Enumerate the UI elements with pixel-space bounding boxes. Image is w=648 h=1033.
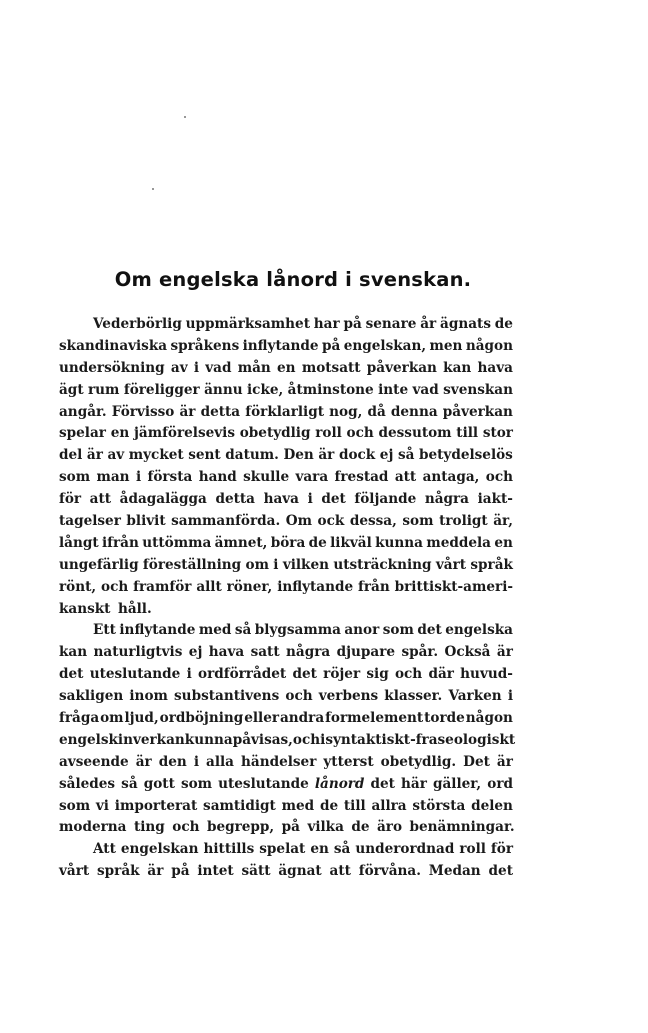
word: där bbox=[428, 666, 454, 683]
word: hava bbox=[208, 644, 245, 661]
word: intet bbox=[197, 863, 234, 880]
word: andra bbox=[279, 710, 325, 727]
word: troligt bbox=[439, 513, 488, 530]
word: sakligen bbox=[59, 688, 124, 705]
word: inflytande bbox=[242, 337, 319, 354]
text-line bbox=[59, 817, 513, 839]
word: en bbox=[110, 425, 130, 442]
word: blygsamma bbox=[254, 622, 341, 639]
text-line bbox=[59, 423, 513, 445]
text-line bbox=[59, 839, 513, 861]
word: detta bbox=[200, 403, 241, 420]
word: och bbox=[172, 819, 200, 836]
word: ljud, bbox=[124, 710, 159, 727]
word: undersökning bbox=[59, 359, 165, 376]
word: Ett bbox=[93, 622, 116, 639]
word: likväl bbox=[330, 534, 372, 551]
text-line bbox=[59, 599, 513, 621]
text-line bbox=[59, 774, 513, 796]
word: allra bbox=[371, 797, 407, 814]
word: benämningar. bbox=[409, 819, 515, 836]
text-line bbox=[59, 445, 513, 467]
word: blivit bbox=[126, 513, 166, 530]
text-line bbox=[59, 467, 513, 489]
word: vårt bbox=[59, 863, 90, 880]
word: de bbox=[319, 797, 339, 814]
word: för bbox=[490, 841, 513, 858]
word: denna bbox=[390, 403, 438, 420]
word: i bbox=[135, 469, 142, 486]
word: ock bbox=[317, 513, 345, 530]
text-line bbox=[59, 708, 513, 730]
text-line bbox=[59, 752, 513, 774]
word: ordböjning bbox=[159, 710, 244, 727]
word: av bbox=[170, 359, 188, 376]
word: formelement bbox=[325, 710, 424, 727]
word: engelskan, bbox=[343, 337, 427, 354]
text-line bbox=[59, 555, 513, 577]
word: föreställning bbox=[142, 556, 242, 573]
word: lånord bbox=[314, 775, 365, 792]
word: spelat bbox=[259, 841, 306, 858]
word: fråga bbox=[59, 710, 100, 727]
word: det bbox=[321, 491, 346, 508]
word: en bbox=[277, 359, 296, 376]
word: men bbox=[429, 337, 463, 354]
word: kanskt bbox=[59, 600, 111, 617]
word: datum. bbox=[225, 447, 279, 464]
word: alla bbox=[206, 753, 234, 770]
word: sammanförda. bbox=[171, 513, 281, 530]
word: första bbox=[147, 469, 193, 486]
word: röjer bbox=[323, 666, 361, 683]
word: vara bbox=[295, 469, 329, 486]
word: rönt, bbox=[59, 578, 97, 595]
word: håll. bbox=[117, 600, 152, 617]
word: syntaktiskt-fraseologiskt bbox=[325, 731, 516, 748]
word: nog, bbox=[329, 403, 363, 420]
word: vilka bbox=[307, 819, 344, 836]
word: uteslutande bbox=[218, 775, 309, 792]
word: så bbox=[397, 447, 415, 464]
word: några bbox=[286, 644, 331, 661]
word: utsträckning bbox=[333, 556, 432, 573]
word: från bbox=[358, 578, 390, 595]
word: antaga, bbox=[422, 469, 480, 486]
word: är bbox=[318, 447, 335, 464]
word: påverkan bbox=[366, 359, 437, 376]
word: betydelselös bbox=[419, 447, 513, 464]
word: i bbox=[307, 491, 313, 508]
word: framför bbox=[133, 578, 192, 595]
word: meddela bbox=[426, 534, 491, 551]
word: och bbox=[101, 578, 129, 595]
word: är bbox=[496, 753, 513, 770]
word: ägnat bbox=[278, 863, 322, 880]
text-line bbox=[59, 577, 513, 599]
word: engelskan bbox=[120, 841, 199, 858]
text-line bbox=[59, 730, 516, 752]
word: långt bbox=[59, 534, 99, 551]
word: i bbox=[186, 666, 192, 683]
word: spelar bbox=[59, 425, 106, 442]
word: påverkan bbox=[442, 403, 513, 420]
word: Också bbox=[444, 644, 491, 661]
word: Varken bbox=[448, 688, 502, 705]
text-line bbox=[59, 336, 513, 358]
word: för bbox=[59, 491, 82, 508]
word: språk bbox=[97, 863, 140, 880]
word: skandinaviska bbox=[59, 337, 168, 354]
word: och bbox=[485, 469, 513, 486]
word: man bbox=[96, 469, 130, 486]
word: är bbox=[86, 447, 103, 464]
word: verbens bbox=[318, 688, 379, 705]
word: i bbox=[193, 359, 200, 376]
text-line bbox=[59, 314, 513, 336]
print-speck bbox=[184, 116, 186, 118]
word: delen bbox=[471, 797, 513, 814]
word: hittills bbox=[203, 841, 255, 858]
word: om bbox=[245, 556, 269, 573]
word: så bbox=[333, 841, 351, 858]
text-line bbox=[59, 686, 513, 708]
text-line bbox=[59, 511, 513, 533]
word: ännu bbox=[204, 381, 243, 398]
word: de bbox=[494, 316, 513, 332]
word: frestad bbox=[334, 469, 389, 486]
word: språk bbox=[470, 556, 513, 573]
word: mycket bbox=[128, 447, 184, 464]
word: kan bbox=[443, 359, 472, 376]
word: det bbox=[292, 666, 317, 683]
word: kunna bbox=[184, 731, 233, 748]
word: är bbox=[147, 863, 164, 880]
word: avseende bbox=[59, 753, 129, 770]
word: klasser. bbox=[384, 688, 443, 705]
word: ting bbox=[133, 819, 165, 836]
word: vad bbox=[412, 381, 439, 398]
text-line bbox=[59, 796, 513, 818]
word: som bbox=[180, 775, 213, 792]
word: ej bbox=[188, 644, 203, 661]
word: dessa, bbox=[349, 513, 397, 530]
word: det bbox=[59, 666, 84, 683]
word: att bbox=[394, 469, 417, 486]
word: obetydlig bbox=[239, 425, 311, 442]
word: att bbox=[329, 863, 351, 880]
word: till bbox=[343, 797, 366, 814]
word: sent bbox=[188, 447, 221, 464]
word: har bbox=[313, 316, 340, 332]
word: vad bbox=[205, 359, 232, 376]
word: det bbox=[370, 775, 395, 792]
word: någon bbox=[465, 710, 513, 727]
text-line bbox=[59, 380, 513, 402]
word: av bbox=[107, 447, 125, 464]
text-line bbox=[59, 861, 513, 883]
word: åtminstone bbox=[287, 381, 374, 398]
word: och bbox=[346, 425, 374, 442]
word: substantivens bbox=[174, 688, 280, 705]
word: naturligtvis bbox=[93, 644, 183, 661]
word: samtidigt bbox=[203, 797, 276, 814]
word: anor bbox=[344, 622, 380, 639]
word: sig bbox=[366, 666, 389, 683]
word: de bbox=[308, 534, 327, 551]
word: angår. bbox=[59, 403, 107, 420]
word: i bbox=[320, 731, 326, 748]
word: allt bbox=[196, 578, 222, 595]
word: del bbox=[59, 447, 83, 464]
word: Det bbox=[463, 753, 490, 770]
word: inte bbox=[378, 381, 409, 398]
word: så bbox=[234, 622, 252, 639]
word: Vederbörlig bbox=[93, 316, 182, 332]
chapter-title: Om engelska lånord i svenskan. bbox=[114, 268, 472, 291]
word: några bbox=[424, 491, 469, 508]
text-line bbox=[59, 533, 513, 555]
word: en bbox=[310, 841, 329, 858]
word: ord bbox=[487, 775, 513, 792]
word: förvåna. bbox=[358, 863, 421, 880]
word: största bbox=[412, 797, 466, 814]
word: stor bbox=[482, 425, 513, 442]
word: rum bbox=[88, 381, 120, 398]
word: på bbox=[343, 316, 362, 332]
word: ytterst bbox=[323, 753, 374, 770]
word: ej bbox=[379, 447, 394, 464]
word: ådagalägga bbox=[119, 491, 207, 508]
word: begrepp, bbox=[206, 819, 275, 836]
word: spår. bbox=[401, 644, 439, 661]
word: ifrån bbox=[101, 534, 139, 551]
word: huvud- bbox=[460, 666, 513, 683]
word: jämförelsevis bbox=[133, 425, 235, 442]
word: röner, bbox=[226, 578, 273, 595]
text-line bbox=[59, 358, 513, 380]
word: kunna bbox=[375, 534, 423, 551]
word: som bbox=[59, 469, 91, 486]
word: Förvisso bbox=[111, 403, 175, 420]
word: är bbox=[179, 403, 196, 420]
word: uteslutande bbox=[89, 666, 181, 683]
word: ägnats bbox=[440, 316, 491, 332]
word: är, bbox=[493, 513, 513, 530]
word: och bbox=[394, 666, 423, 683]
word: på bbox=[322, 337, 341, 354]
word: den bbox=[158, 753, 187, 770]
word: en bbox=[494, 534, 513, 551]
word: de bbox=[351, 819, 370, 836]
word: torde bbox=[424, 710, 465, 727]
word: språkens bbox=[170, 337, 240, 354]
word: med bbox=[198, 622, 232, 639]
word: roll bbox=[315, 425, 342, 442]
word: vilken bbox=[282, 556, 329, 573]
word: det bbox=[417, 622, 442, 639]
word: är bbox=[135, 753, 152, 770]
word: importerat bbox=[114, 797, 198, 814]
word: inverkan bbox=[117, 731, 185, 748]
word: då bbox=[367, 403, 386, 420]
word: brittiskt-ameri- bbox=[394, 578, 513, 595]
word: ämnet, bbox=[214, 534, 268, 551]
word: vi bbox=[95, 797, 109, 814]
word: ordförrådet bbox=[198, 666, 287, 683]
word: förklarligt bbox=[245, 403, 324, 420]
word: underordnad bbox=[355, 841, 455, 858]
word: således bbox=[59, 775, 116, 792]
word: dessutom bbox=[378, 425, 452, 442]
word: gäller, bbox=[432, 775, 482, 792]
word: gott bbox=[143, 775, 175, 792]
word: på bbox=[281, 819, 300, 836]
word: att bbox=[89, 491, 112, 508]
word: icke, bbox=[247, 381, 284, 398]
word: Medan bbox=[428, 863, 481, 880]
word: hava bbox=[477, 359, 513, 376]
word: inflytande bbox=[277, 578, 354, 595]
word: föreligger bbox=[123, 381, 200, 398]
word: om bbox=[100, 710, 124, 727]
word: någon bbox=[465, 337, 513, 354]
text-line bbox=[59, 664, 513, 686]
word: böra bbox=[270, 534, 306, 551]
word: mån bbox=[237, 359, 271, 376]
word: inom bbox=[129, 688, 168, 705]
word: detta bbox=[215, 491, 255, 508]
word: som bbox=[59, 797, 91, 814]
word: engelska bbox=[445, 622, 513, 639]
word: och bbox=[285, 688, 313, 705]
text-line bbox=[59, 642, 513, 664]
word: i bbox=[193, 753, 199, 770]
word: som bbox=[402, 513, 434, 530]
word: på bbox=[171, 863, 190, 880]
word: hand bbox=[198, 469, 237, 486]
word: till bbox=[456, 425, 479, 442]
word: här bbox=[401, 775, 427, 792]
word: Att bbox=[93, 841, 116, 858]
word: påvisas, bbox=[232, 731, 293, 748]
word: ägt bbox=[59, 381, 84, 398]
word: obetydlig. bbox=[380, 753, 457, 770]
word: sätt bbox=[241, 863, 271, 880]
print-speck bbox=[152, 188, 154, 190]
word: inflytande bbox=[119, 622, 196, 639]
word: moderna bbox=[59, 819, 127, 836]
word: som bbox=[382, 622, 414, 639]
word: dock bbox=[338, 447, 376, 464]
word: är bbox=[496, 644, 513, 661]
word: senare bbox=[365, 316, 417, 332]
body-text bbox=[59, 314, 516, 883]
word: eller bbox=[244, 710, 280, 727]
word: Om bbox=[285, 513, 312, 530]
word: händelser bbox=[241, 753, 317, 770]
word: i bbox=[273, 556, 279, 573]
word: tagelser bbox=[59, 513, 121, 530]
word: i bbox=[507, 688, 513, 705]
word: satt bbox=[250, 644, 280, 661]
text-line bbox=[59, 402, 513, 424]
word: Den bbox=[283, 447, 314, 464]
word: så bbox=[121, 775, 138, 792]
text-line bbox=[59, 620, 513, 642]
word: uttömma bbox=[142, 534, 212, 551]
word: vårt bbox=[435, 556, 467, 573]
word: det bbox=[488, 863, 513, 880]
word: år bbox=[420, 316, 437, 332]
word: uppmärksamhet bbox=[185, 316, 310, 332]
word: motsatt bbox=[301, 359, 361, 376]
word: följande bbox=[354, 491, 417, 508]
word: iakt- bbox=[477, 491, 513, 508]
word: engelsk bbox=[59, 731, 118, 748]
word: djupare bbox=[336, 644, 396, 661]
text-line bbox=[59, 489, 513, 511]
word: skulle bbox=[243, 469, 290, 486]
word: med bbox=[281, 797, 315, 814]
word: hava bbox=[263, 491, 299, 508]
word: ungefärlig bbox=[59, 556, 139, 573]
word: svenskan bbox=[443, 381, 513, 398]
word: och bbox=[292, 731, 321, 748]
word: äro bbox=[377, 819, 403, 836]
word: roll bbox=[459, 841, 486, 858]
word: kan bbox=[59, 644, 88, 661]
